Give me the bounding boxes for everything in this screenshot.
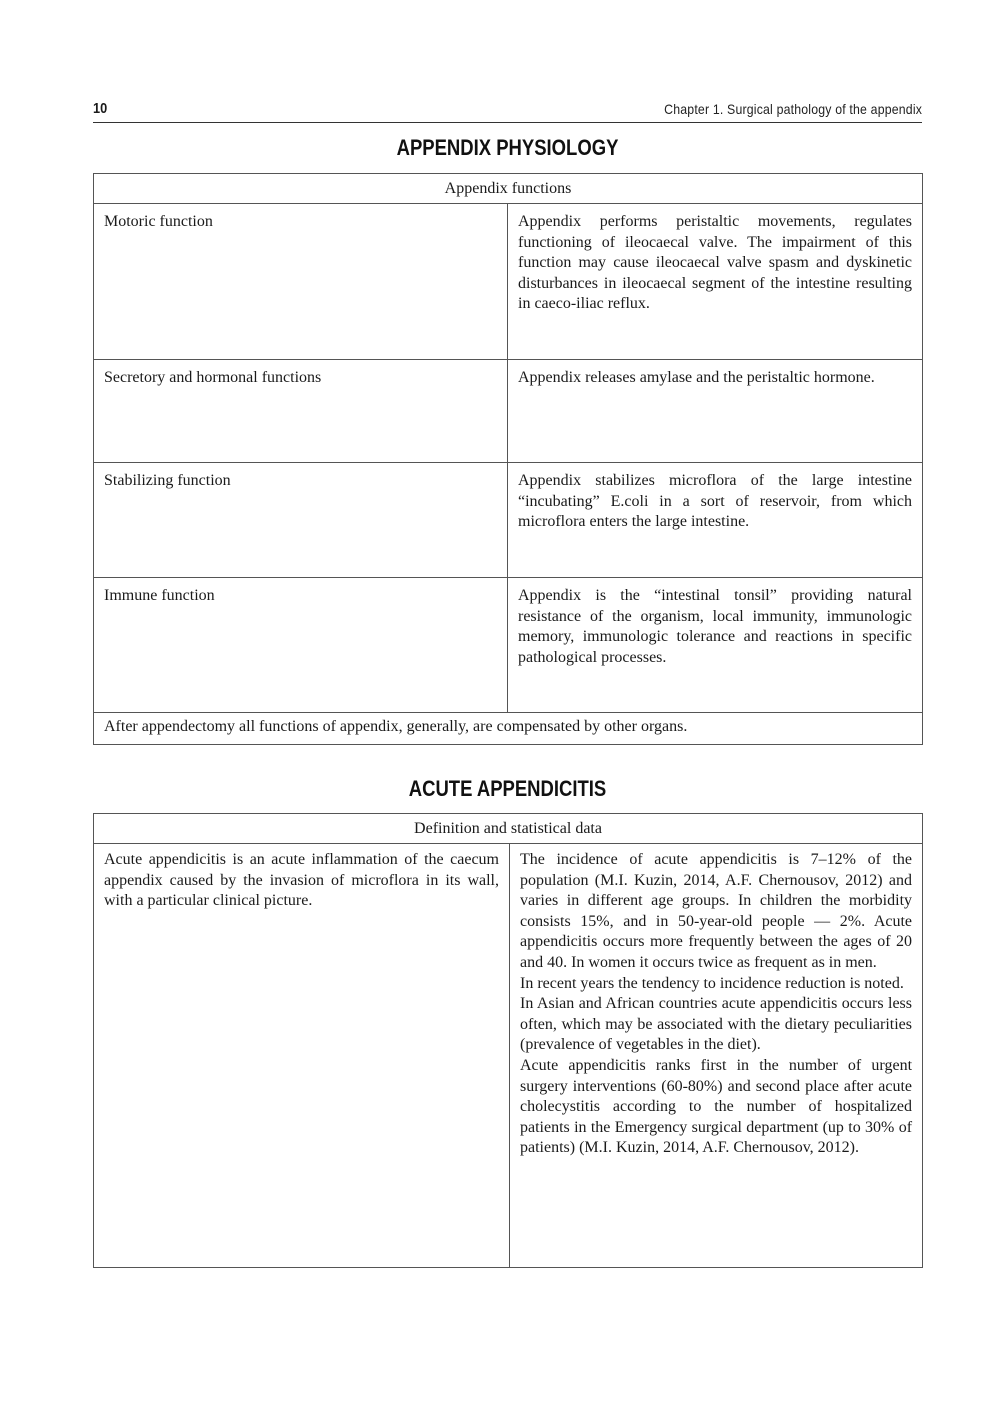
- function-name: Stabilizing function: [94, 463, 508, 578]
- function-description: Appendix performs peristaltic movements, regulates functioning of ileocaecal valve. The impairment of this function may cause ileocaecal valve spasm and dyskinetic disturbances in ileocaecal segment of the intestine resulting in caeco-iliac reflux.: [508, 204, 923, 360]
- section-title-acute-appendicitis: ACUTE APPENDICITIS: [408, 776, 607, 801]
- running-title: Chapter 1. Surgical pathology of the appendix: [664, 101, 922, 117]
- table-caption: Appendix functions: [94, 174, 923, 204]
- function-name: Immune function: [94, 578, 508, 713]
- statistics-paragraph: Acute appendicitis ranks first in the number of urgent surgery interventions (60-80%) and second place after acute cholecystitis according to the number of hospitalized patients in the Emergency surgical department (up to 30% of patients) (M.I. Kuzin, 2014, A.F. Chernousov, 2012).: [520, 1056, 913, 1157]
- statistics-paragraph: In recent years the tendency to incidence reduction is noted.: [520, 974, 904, 992]
- function-description: Appendix is the “intestinal tonsil” providing natural resistance of the organism, local immunity, immunologic memory, immunologic tolerance and reactions in specific pathological processes.: [508, 578, 923, 713]
- table-footer-note: After appendectomy all functions of appendix, generally, are compensated by other organs.: [94, 713, 923, 745]
- section-title-physiology: APPENDIX PHYSIOLOGY: [396, 135, 619, 160]
- page-number: 10: [93, 100, 108, 117]
- page-header: [93, 100, 922, 123]
- statistics-paragraph: In Asian and African countries acute appendicitis occurs less often, which may be associated with the dietary peculiarities (prevalence of vegetables in the diet).: [520, 995, 913, 1054]
- table-row: [94, 578, 923, 713]
- function-description: Appendix releases amylase and the peristaltic hormone.: [508, 360, 923, 463]
- table-caption: Definition and statistical data: [94, 814, 923, 844]
- definition-text: Acute appendicitis is an acute inflammation of the caecum appendix caused by the invasion of microflora in its wall, with a particular clinical picture.: [94, 844, 510, 1268]
- function-name: Motoric function: [94, 204, 508, 360]
- table-row: [94, 204, 923, 360]
- function-description: Appendix stabilizes microflora of the large intestine “incubating” E.coli in a sort of reservoir, from which microflora enters the large intestine.: [508, 463, 923, 578]
- function-name: Secretory and hormonal functions: [94, 360, 508, 463]
- table-row: [94, 360, 923, 463]
- statistics-paragraph: The incidence of acute appendicitis is 7–12% of the population (M.I. Kuzin, 2014, A.F. Chernousov, 2012) and varies in different age groups. In children the morbidity consists 15%, and in 50-year-old people — 2%. Acute appendicitis occurs more frequently between the ages of 20 and 40. In women it occurs twice as frequent as in men.: [520, 851, 913, 971]
- table-row: [94, 463, 923, 578]
- appendix-functions-table: [93, 173, 923, 745]
- table-row: [94, 844, 923, 1268]
- definition-statistics-table: [93, 813, 923, 1268]
- statistics-cell: [510, 844, 923, 1268]
